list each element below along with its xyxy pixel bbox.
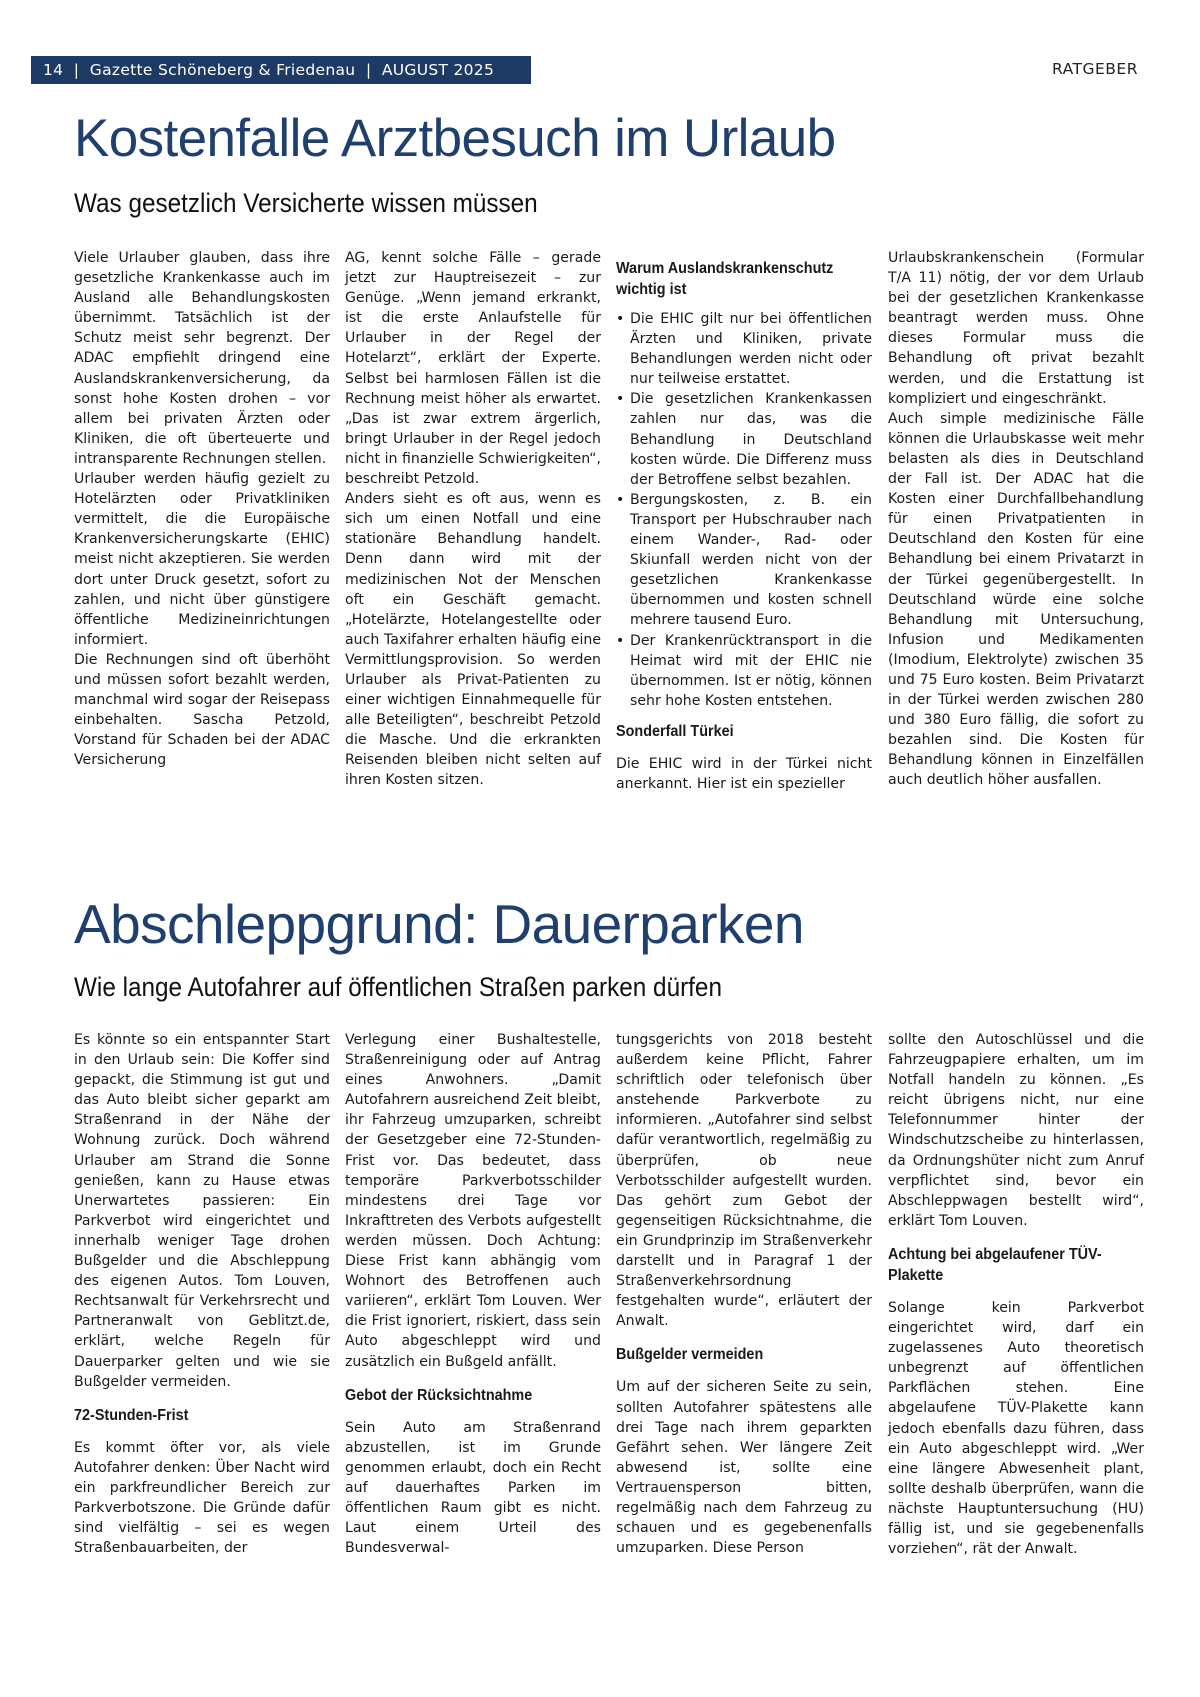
paragraph: AG, kennt solche Fälle – gerade jetzt zur Hauptreisezeit – zur Genüge. „Wenn jemand erkrankt, ist die erste Anlaufstelle für Urlauber in der Regel der Hotelarzt“, erklärt der Experte. Selbst bei harmlosen Fällen ist die Rechnung meist höher als erwartet. „Das ist zwar extrem ärgerlich, bringt Urlauber in der Regel jedoch nicht in finanzielle Schwierigkeiten“, beschreibt Petzold. bbox=[345, 250, 601, 488]
section-heading: Sonderfall Türkei bbox=[616, 722, 734, 740]
article1-column-4 bbox=[888, 248, 1144, 791]
list-item: • Die EHIC gilt nur bei öffentlichen Ärzten und Kliniken, private Behandlungen werden nicht oder nur teilweise erstattet. bbox=[616, 309, 872, 389]
paragraph: Viele Urlauber glauben, dass ihre gesetzliche Krankenkasse auch im Ausland alle Behandlungskosten übernimmt. Tatsächlich ist der Schutz meist sehr begrenzt. Der ADAC empfiehlt dringend eine Auslandskrankenversicherung, da sonst hohe Kosten drohen – vor allem bei privaten Ärzten oder Kliniken, die oft überteuerte und intransparente Rechnungen stellen. bbox=[74, 250, 330, 467]
article2-subtitle: Wie lange Autofahrer auf öffentlichen Straßen parken dürfen bbox=[74, 972, 722, 1002]
article1-column-3 bbox=[616, 258, 872, 794]
paragraph: Es kommt öfter vor, als viele Autofahrer denken: Über Nacht wird ein parkfreundlicher Bereich zur Parkverbotszone. Die Gründe dafür sind vielfältig – sei es wegen Straßenbauarbeiten, der bbox=[74, 1439, 330, 1557]
list-item: • Die gesetzlichen Krankenkassen zahlen nur das, was die Behandlung in Deutschland kosten würde. Die Differenz muss der Betroffene selbst bezahlen. bbox=[616, 389, 872, 489]
article1-title: Kostenfalle Arztbesuch im Urlaub bbox=[74, 109, 836, 168]
publication-name: Gazette Schöneberg & Friedenau bbox=[89, 61, 356, 79]
paragraph: Auch simple medizinische Fälle können die Urlaubskasse weit mehr belasten als dies in Deutschland der Fall ist. Der ADAC hat die Kosten einer Durchfallbehandlung für einen Privatpatienten in Deutschland den Kosten für eine Behandlung bei einem Privatarzt in der Türkei gegenübergestellt. In Deutschland würde eine solche Behandlung mit Untersuchung, Infusion und Medikamenten (Imodium, Elektrolyte) zwischen 35 und 75 Euro kosten. Beim Privatarzt in der Türkei werden zwischen 280 und 380 Euro fällig, die sofort zu bezahlen sind. Die Kosten für Behandlung können in Einzelfällen auch deutlich höher ausfallen. bbox=[888, 410, 1144, 789]
article2-column-3 bbox=[616, 1030, 872, 1558]
header-separator: | bbox=[68, 61, 85, 79]
paragraph: Sein Auto am Straßenrand abzustellen, ist im Grunde genommen erlaubt, doch ein Recht auf dauerhaftes Parken im öffentlichen Raum gibt es nicht. Laut einem Urteil des Bundesverwal- bbox=[345, 1419, 601, 1557]
bullet-list bbox=[616, 309, 872, 711]
article1-column-2 bbox=[345, 248, 601, 791]
paragraph: tungsgerichts von 2018 besteht außerdem keine Pflicht, Fahrer schriftlich oder telefonisch über anstehende Parkverbote zu informieren. „Autofahrer sind selbst dafür verantwortlich, regelmäßig zu überprüfen, ob neue Verbotsschilder aufgestellt wurden. Das gehört zum Gebot der gegenseitigen Rücksichtnahme, die ein Grundprinzip im Straßenverkehr darstellt und in Paragraf 1 der Straßenverkehrsordnung festgehalten wurde“, erläutert der Anwalt. bbox=[616, 1032, 872, 1330]
paragraph: Urlaubskrankenschein (Formular T/A 11) nötig, der vor dem Urlaub bei der gesetzlichen Krankenkasse beantragt werden muss. Ohne dieses Formular muss die Behandlung oft privat bezahlt werden, und die Erstattung ist kompliziert und eingeschränkt. bbox=[888, 250, 1144, 407]
page-header-bar bbox=[31, 56, 531, 84]
article2-column-4 bbox=[888, 1030, 1144, 1559]
issue-date: AUGUST 2025 bbox=[381, 61, 495, 79]
article2-column-1 bbox=[74, 1030, 330, 1558]
section-heading: Gebot der Rücksichtnahme bbox=[345, 1386, 533, 1404]
article2-title: Abschleppgrund: Dauerparken bbox=[74, 893, 804, 955]
header-separator: | bbox=[360, 61, 377, 79]
page-number: 14 bbox=[43, 61, 64, 79]
list-item: • Bergungskosten, z. B. ein Transport per Hubschrauber nach einem Wander-, Rad- oder Skiunfall werden nicht von der gesetzlichen Krankenkasse übernommen und kosten schnell mehrere tausend Euro. bbox=[616, 490, 872, 631]
article2-column-2 bbox=[345, 1030, 601, 1558]
paragraph: Urlauber werden häufig gezielt zu Hotelärzten oder Privatkliniken vermittelt, die die Europäische Krankenversicherungskarte (EHIC) meist nicht akzeptieren. Sie werden dort unter Druck gesetzt, sofort zu zahlen, und nicht über günstigere öffentliche Medizineinrichtungen informiert. bbox=[74, 471, 330, 648]
paragraph: Verlegung einer Bushaltestelle, Straßenreinigung oder auf Antrag eines Anwohners. „Damit Autofahrern ausreichend Zeit bleibt, ihr Fahrzeug umzuparken, schreibt der Gesetzgeber eine 72-Stunden-Frist vor. Das bedeutet, dass temporäre Parkverbotsschilder mindestens drei Tage vor Inkrafttreten des Verbots aufgestellt werden müssen. Doch Achtung: Diese Frist kann abhängig vom Wohnort des Betroffenen auch variieren“, erklärt Tom Louven. Wer die Frist ignoriert, riskiert, dass sein Auto abgeschleppt wird und zusätzlich ein Bußgeld anfällt. bbox=[345, 1032, 601, 1370]
paragraph: Solange kein Parkverbot eingerichtet wird, darf ein zugelassenes Auto theoretisch unbegrenzt auf öffentlichen Parkflächen stehen. Eine abgelaufene TÜV-Plakette kann jedoch ebenfalls dazu führen, dass ein Auto abgeschleppt wird. „Wer eine längere Abwesenheit plant, sollte deshalb überprüfen, wann die nächste Hauptuntersuchung (HU) fällig ist, und sie gegebenenfalls vorziehen“, rät der Anwalt. bbox=[888, 1299, 1144, 1558]
paragraph: Die Rechnungen sind oft überhöht und müssen sofort bezahlt werden, manchmal wird sogar der Reisepass einbehalten. Sascha Petzold, Vorstand für Schaden bei der ADAC Versicherung bbox=[74, 651, 330, 769]
section-heading: Achtung bei abgelaufener TÜV-Plakette bbox=[888, 1245, 1102, 1284]
section-heading: 72-Stunden-Frist bbox=[74, 1406, 189, 1424]
section-heading: Warum Auslandskrankenschutz wichtig ist bbox=[616, 260, 834, 298]
section-label: RATGEBER bbox=[1051, 60, 1138, 78]
paragraph: sollte den Autoschlüssel und die Fahrzeugpapiere erhalten, um im Notfall handeln zu können. „Es reicht übrigens nicht, nur eine Telefonnummer hinter der Windschutzscheibe zu hinterlassen, da Ordnungshüter nicht zum Anruf verpflichtet sind, bevor ein Abschleppwagen bestellt wird“, erklärt Tom Louven. bbox=[888, 1032, 1144, 1229]
paragraph: Um auf der sicheren Seite zu sein, sollten Autofahrer spätestens alle drei Tage nach ihrem geparkten Gefährt sehen. Wer längere Zeit abwesend ist, sollte eine Vertrauensperson bitten, regelmäßig nach dem Fahrzeug zu schauen und es gegebenenfalls umzuparken. Diese Person bbox=[616, 1379, 872, 1557]
list-item: • Der Krankenrücktransport in die Heimat wird mit der EHIC nie übernommen. Ist er nötig, können sehr hohe Kosten entstehen. bbox=[616, 631, 872, 711]
paragraph: Es könnte so ein entspannter Start in den Urlaub sein: Die Koffer sind gepackt, die Stimmung ist gut und das Auto bleibt sicher geparkt am Straßenrand in der Nähe der Wohnung zurück. Doch während Urlauber am Strand die Sonne genießen, kann zu Hause etwas Unerwartetes passieren: Ein Parkverbot wird eingerichtet und innerhalb weniger Tage drohen Bußgelder und die Abschleppung des eigenen Autos. Tom Louven, Rechtsanwalt für Verkehrsrecht und Partneranwalt von Geblitzt.de, erklärt, welche Regeln für Dauerparker gelten und wie sie Bußgelder vermeiden. bbox=[74, 1032, 330, 1390]
article1-column-1 bbox=[74, 248, 330, 770]
paragraph: Die EHIC wird in der Türkei nicht anerkannt. Hier ist ein spezieller bbox=[616, 755, 872, 792]
paragraph: Anders sieht es oft aus, wenn es sich um einen Notfall und eine stationäre Behandlung handelt. Denn dann wird mit der medizinischen Not der Menschen oft ein Geschäft gemacht. „Hotelärzte, Hotelangestellte oder auch Taxifahrer erhalten häufig eine Vermittlungsprovision. So werden Urlauber als Privat-Patienten zu einer wichtigen Einnahmequelle für alle Beteiligten“, beschreibt Petzold die Masche. Und die erkrankten Reisenden bleiben nicht selten auf ihren Kosten sitzen. bbox=[345, 491, 601, 789]
section-heading: Bußgelder vermeiden bbox=[616, 1346, 764, 1364]
article1-subtitle: Was gesetzlich Versicherte wissen müssen bbox=[74, 188, 538, 218]
